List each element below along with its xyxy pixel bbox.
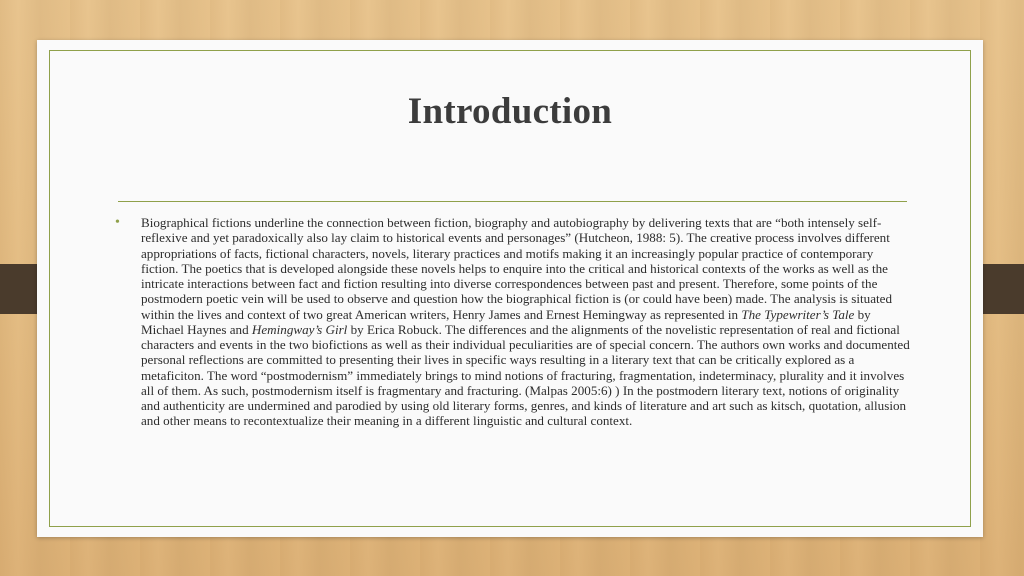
paragraph-text-3: by Erica Robuck. The differences and the alignments of the novelistic representation of real and fictional characters and events in the two biofictions as well as their individual peculiarities are of special concern. The authors own works and documented personal reflections are committed to presenting their lives in specific ways resulting in a literary text that can be critically explored as a metaficiton. The word “postmodernism” immediately brings to mind notions of fracturing, fragmentation, indeterminacy, plurality and it involves all of them. As such, postmodernism itself is fragmentary and fracturing. (Malpas 2005:6) ) In the postmodern literary text, notions of originality and authenticity are undermined and parodied by using old literary forms, genres, and kinds of literature and art such as kitsch, quotation, allusion and other means to recontextualize their meaning in a different linguistic and cultural context.: [141, 321, 910, 429]
book-title-hemingways-girl: Hemingway’s Girl: [251, 321, 348, 337]
intro-paragraph: [141, 215, 913, 429]
slide-body: [115, 215, 913, 429]
paragraph-text-2: by Michael Haynes and: [141, 306, 871, 337]
title-divider: [118, 201, 907, 202]
book-title-typewriters-tale: The Typewriter’s Tale: [741, 306, 855, 322]
bullet-item: [115, 215, 913, 429]
slide-title: Introduction: [407, 91, 613, 132]
slide: [37, 40, 983, 537]
paragraph-text-1: Biographical fictions underline the connection between fiction, biography and autobiography by delivering texts that are “both intensely self-reflexive and yet paradoxically also lay claim to historical events and personages” (Hutcheon, 1988: 5). The creative process involves different appropriations of facts, fictional characters, novels, literary practices and motifs making it an increasingly popular practice of contemporary fiction. The poetics that is developed alongside these novels helps to enquire into the critical and historical contexts of the works as well as the intricate interactions between fact and fiction resulting into diverse correspondences between past and present. Therefore, some points of the postmodern poetic vein will be used to observe and question how the biographical fiction is (or could have been) made. The analysis is situated within the lives and context of two great American writers, Henry James and Ernest Hemingway as represented in: [141, 215, 893, 322]
bullet-icon: •: [115, 215, 120, 230]
